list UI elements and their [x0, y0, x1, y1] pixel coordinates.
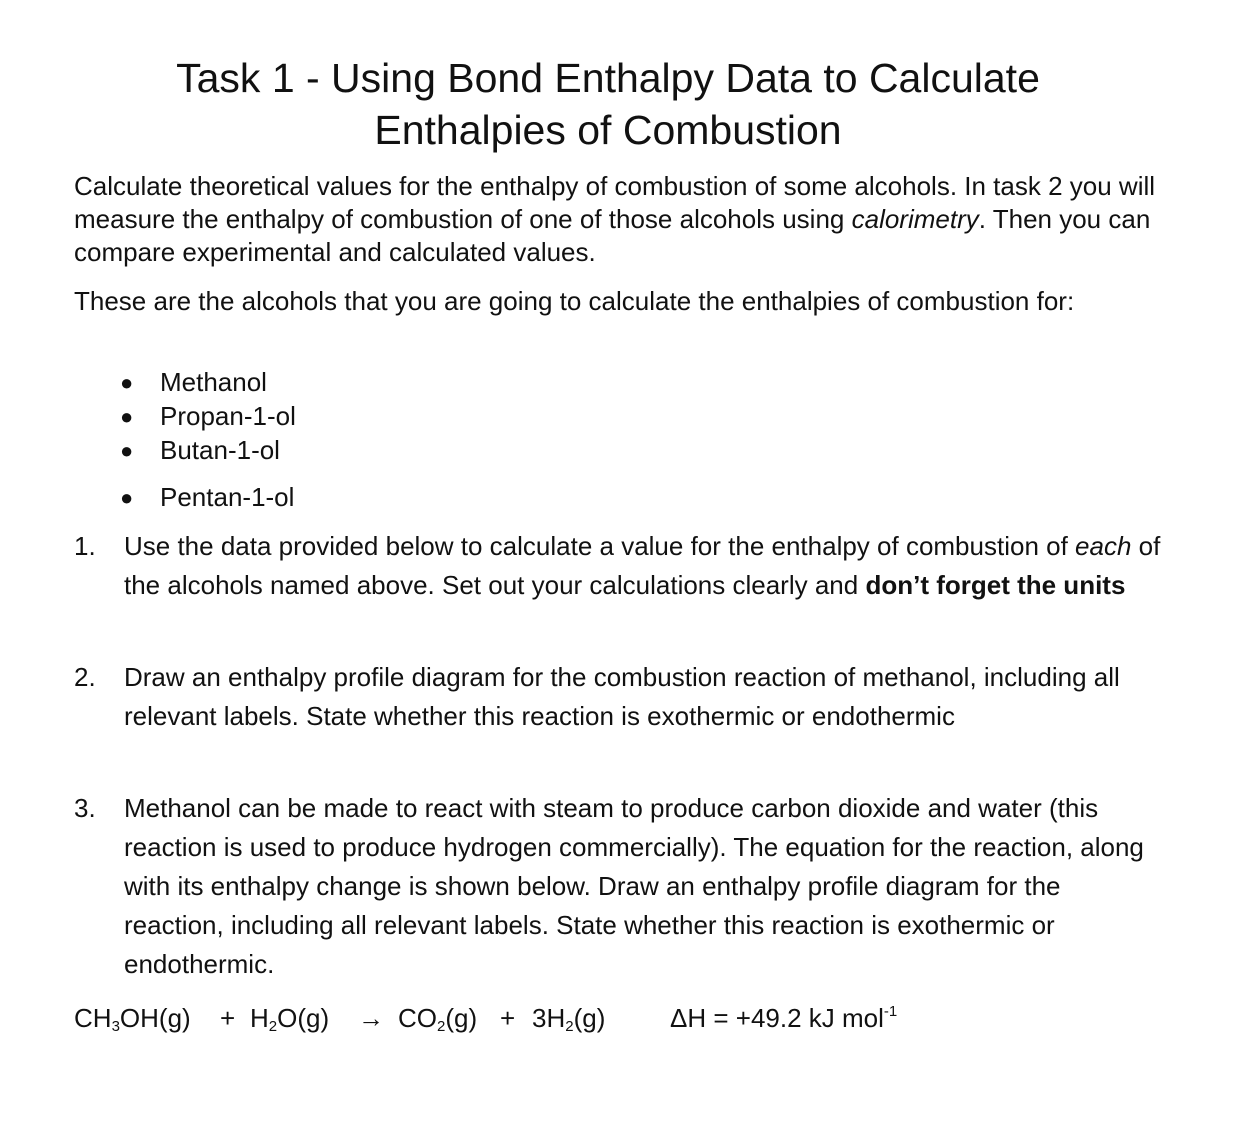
page-title [100, 52, 1116, 156]
alcohol-name: Butan-1-ol [160, 435, 280, 465]
alcohols-intro: These are the alcohols that you are going to calculate the enthalpies of combustion for: [74, 286, 1075, 316]
reaction-arrow: → [358, 1003, 384, 1033]
bullet-icon: ● [120, 485, 134, 510]
intro-text-b: . Then you can compare experimental and calculated values. [74, 204, 1151, 267]
reactant-methanol: $CH_3OH(g)$ [74, 1003, 191, 1035]
task-text: Methanol can be made to react with steam to produce carbon dioxide and water (this reaction is used to produce hydrogen commercially). The equation for the reaction, along with its enthalpy change is shown below. Draw an enthalpy profile diagram for the reaction, including all relevant labels. State whether this reaction is exothermic or endothermic. [124, 793, 1144, 979]
bullet-icon: ● [120, 438, 134, 463]
task-1-text-a: Use the data provided below to calculate a value for the enthalpy of combustion of [124, 531, 1076, 561]
intro-text-a: Calculate theoretical values for the enthalpy of combustion of some alcohols. In task 2 you will measure the enthalpy of combustion of one of those alcohols using [74, 171, 1156, 234]
task-text [124, 527, 1164, 605]
alcohol-name: Propan-1-ol [160, 401, 296, 431]
product-carbon-dioxide: $CO_2(g)$ [398, 1003, 478, 1035]
reactant-water: $H_2O(g)$ [250, 1003, 330, 1035]
bullet-icon: ● [120, 370, 134, 395]
alcohol-name: Methanol [160, 367, 267, 397]
enthalpy-change: ΔH = +49.2 kJ mol$^{-1}$ [670, 1003, 898, 1033]
intro-paragraph [74, 170, 1164, 269]
plus-sign: + [220, 1003, 236, 1033]
product-hydrogen: $3H_2(g)$ [532, 1003, 606, 1035]
bullet-icon: ● [120, 404, 134, 429]
task-number: 1. [74, 531, 96, 561]
task-1-text-b: of the alcohols named above. Set out your calculations clearly and [124, 531, 1161, 600]
task-1-emphasis: each [1075, 531, 1132, 561]
task-1-bold: don’t forget the units [865, 570, 1126, 600]
alcohol-name: Pentan-1-ol [160, 482, 295, 512]
page-title-line-1: Task 1 - Using Bond Enthalpy Data to Calculate [176, 55, 1040, 101]
plus-sign: + [500, 1003, 516, 1033]
page-title-line-2: Enthalpies of Combustion [374, 107, 842, 153]
task-text: Draw an enthalpy profile diagram for the combustion reaction of methanol, including all relevant labels. State whether this reaction is exothermic or endothermic [124, 662, 1120, 731]
intro-emphasis: calorimetry [851, 204, 979, 234]
task-number: 3. [74, 793, 96, 823]
task-number: 2. [74, 662, 96, 692]
